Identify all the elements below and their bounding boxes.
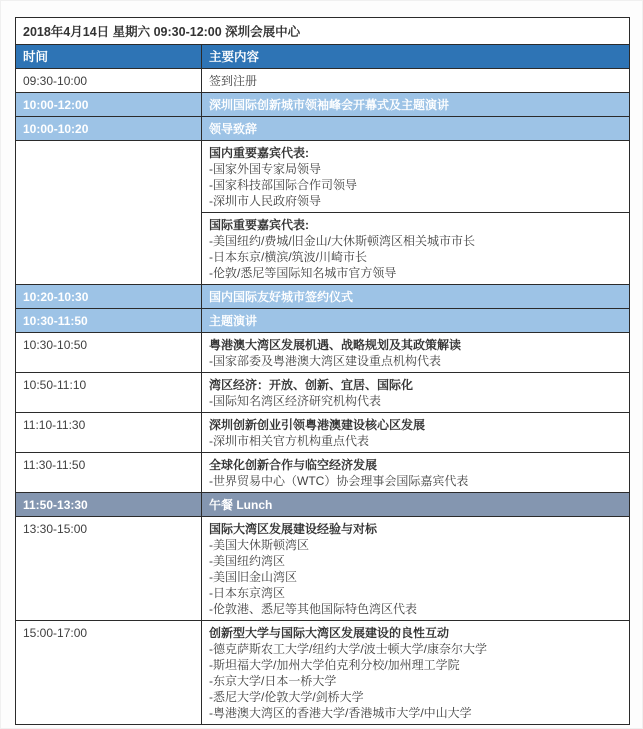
session-title: 午餐 Lunch: [209, 498, 273, 512]
time-cell: 10:30-11:50: [16, 309, 202, 333]
content-cell: [202, 93, 630, 117]
session-title: 湾区经济：开放、创新、宜居、国际化: [209, 378, 414, 392]
schedule-row: [16, 141, 630, 213]
session-detail-line: -美国大休斯顿湾区: [209, 538, 309, 552]
session-title: 创新型大学与国际大湾区发展建设的良性互动: [209, 626, 450, 640]
schedule-row: [16, 517, 630, 621]
time-cell: 13:30-15:00: [16, 517, 202, 621]
content-cell: [202, 621, 630, 725]
time-cell: 15:00-17:00: [16, 621, 202, 725]
schedule-row: [16, 285, 630, 309]
content-cell: [202, 373, 630, 413]
session-title: 国际重要嘉宾代表:: [209, 218, 309, 232]
content-cell: [202, 517, 630, 621]
content-cell: [202, 285, 630, 309]
time-cell: 10:20-10:30: [16, 285, 202, 309]
event-title-row: [16, 18, 630, 45]
content-cell: [202, 309, 630, 333]
session-title: 深圳创新创业引领粤港澳建设核心区发展: [209, 418, 426, 432]
session-detail-line: -日本东京湾区: [209, 586, 285, 600]
table-header-row: [16, 45, 630, 69]
content-cell: [202, 117, 630, 141]
session-detail-line: -日本东京/横滨/筑波/川崎市长: [209, 250, 367, 264]
session-detail-line: -深圳市相关官方机构重点代表: [209, 434, 369, 448]
session-detail-line: -美国纽约/费城/旧金山/大休斯顿湾区相关城市市长: [209, 234, 475, 248]
schedule-row: [16, 309, 630, 333]
session-detail-line: -深圳市人民政府领导: [209, 194, 321, 208]
schedule-row: [16, 333, 630, 373]
session-detail-line: -悉尼大学/伦敦大学/剑桥大学: [209, 690, 364, 704]
session-title: 全球化创新合作与临空经济发展: [209, 458, 378, 472]
session-title: 国内国际友好城市签约仪式: [209, 290, 354, 304]
session-title: 国际大湾区发展建设经验与对标: [209, 522, 378, 536]
time-cell: 11:30-11:50: [16, 453, 202, 493]
content-cell: [202, 69, 630, 93]
content-cell: [202, 141, 630, 213]
schedule-row: [16, 117, 630, 141]
session-title: 粤港澳大湾区发展机遇、战略规划及其政策解读: [209, 338, 462, 352]
session-detail-line: -伦敦港、悉尼等其他国际特色湾区代表: [209, 602, 417, 616]
time-cell: 11:10-11:30: [16, 413, 202, 453]
schedule-row: [16, 453, 630, 493]
session-detail-line: -美国纽约湾区: [209, 554, 285, 568]
time-cell: 10:00-10:20: [16, 117, 202, 141]
session-detail-line: -东京大学/日本一桥大学: [209, 674, 337, 688]
schedule-row: [16, 373, 630, 413]
session-detail-line: -国际知名湾区经济研究机构代表: [209, 394, 381, 408]
content-cell: [202, 493, 630, 517]
session-title: 签到注册: [209, 74, 258, 88]
session-title: 主题演讲: [209, 314, 258, 328]
event-title: 2018年4月14日 星期六 09:30-12:00 深圳会展中心: [16, 18, 630, 45]
session-detail-line: -斯坦福大学/加州大学伯克利分校/加州理工学院: [209, 658, 460, 672]
schedule-row: [16, 621, 630, 725]
content-cell: [202, 453, 630, 493]
time-cell: 09:30-10:00: [16, 69, 202, 93]
session-title: 领导致辞: [209, 122, 258, 136]
session-detail-line: -德克萨斯农工大学/纽约大学/波士顿大学/康奈尔大学: [209, 642, 488, 656]
time-cell: 11:50-13:30: [16, 493, 202, 517]
session-detail-line: -国家外国专家局领导: [209, 162, 321, 176]
session-detail-line: -国家部委及粤港澳大湾区建设重点机构代表: [209, 354, 441, 368]
session-detail-line: -国家科技部国际合作司领导: [209, 178, 357, 192]
session-detail-line: -世界贸易中心（WTC）协会理事会国际嘉宾代表: [209, 474, 469, 488]
schedule-row: [16, 413, 630, 453]
content-cell: [202, 333, 630, 373]
content-cell: [202, 413, 630, 453]
schedule-row: [16, 93, 630, 117]
schedule-row: [16, 69, 630, 93]
time-cell: [16, 141, 202, 285]
time-cell: 10:50-11:10: [16, 373, 202, 413]
session-detail-line: -美国旧金山湾区: [209, 570, 297, 584]
session-detail-line: -伦敦/悉尼等国际知名城市官方领导: [209, 266, 397, 280]
column-header-time: 时间: [16, 45, 202, 69]
content-cell: [202, 213, 630, 285]
time-cell: 10:00-12:00: [16, 93, 202, 117]
schedule-row: [16, 493, 630, 517]
column-header-content: 主要内容: [202, 45, 630, 69]
session-title: 国内重要嘉宾代表:: [209, 146, 309, 160]
session-title: 深圳国际创新城市领袖峰会开幕式及主题演讲: [209, 98, 450, 112]
time-cell: 10:30-10:50: [16, 333, 202, 373]
session-detail-line: -粤港澳大湾区的香港大学/香港城市大学/中山大学: [209, 706, 472, 720]
schedule-table: [15, 17, 630, 725]
